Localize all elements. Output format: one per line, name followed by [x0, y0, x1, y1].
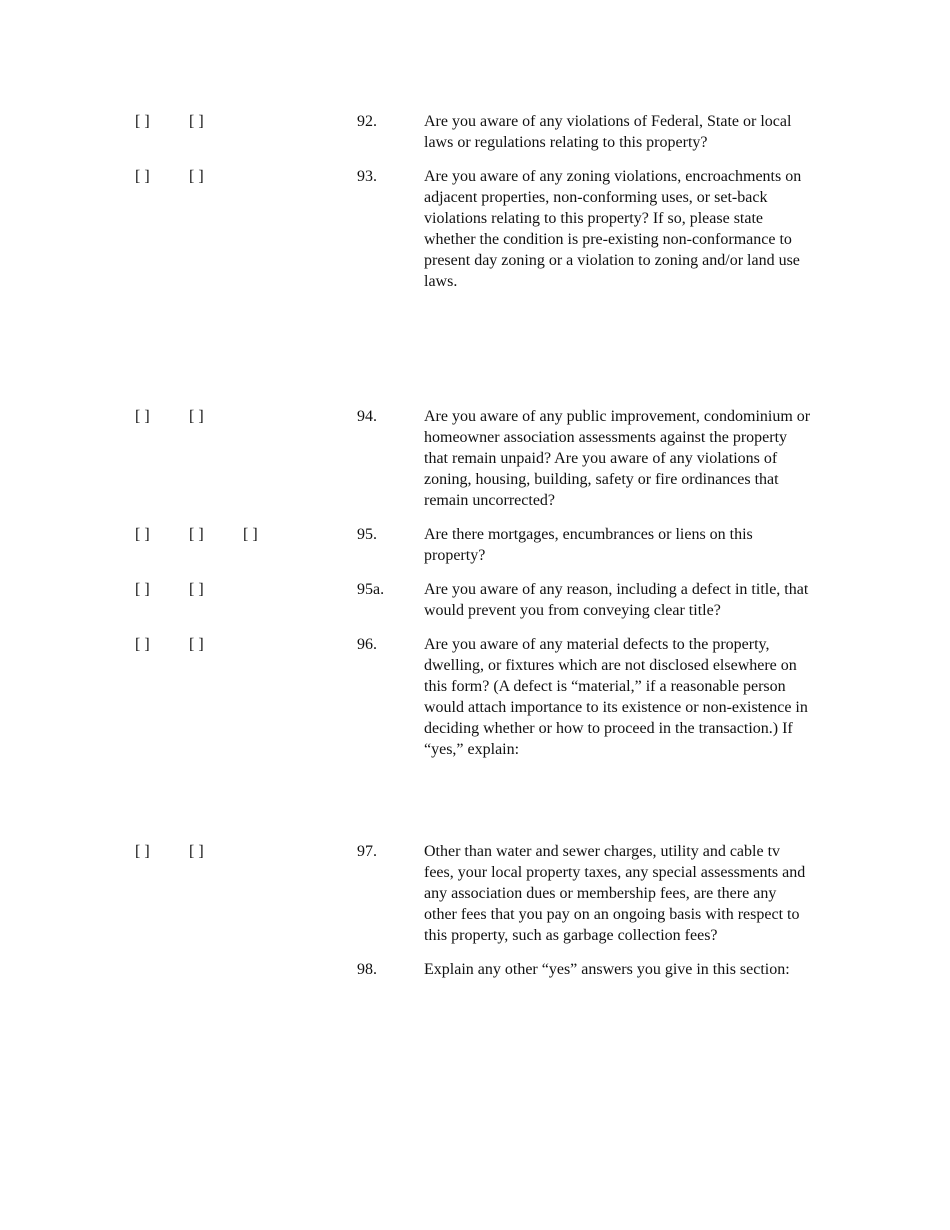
question-line: homeowner association assessments against the property	[424, 429, 788, 446]
question-line: Are you aware of any reason, including a defect in title, that	[424, 581, 809, 598]
question-line: any association dues or membership fees, are there any	[424, 885, 777, 902]
question-line: “yes,” explain:	[424, 741, 520, 758]
no-checkbox[interactable]: [ ]	[189, 843, 204, 860]
question-line: would attach importance to its existence or non-existence in	[424, 699, 808, 716]
question-number: 97.	[357, 843, 377, 860]
question-text	[424, 524, 753, 566]
question-number: 95a.	[357, 581, 385, 598]
question-text	[424, 406, 810, 511]
question-line: dwelling, or fixtures which are not disclosed elsewhere on	[424, 657, 797, 674]
question-text	[424, 579, 808, 621]
question-number: 92.	[357, 113, 377, 130]
yes-checkbox[interactable]: [ ]	[135, 408, 150, 425]
yes-checkbox[interactable]: [ ]	[135, 526, 150, 543]
question-text	[424, 634, 808, 760]
question-text	[424, 841, 805, 946]
question-number: 93.	[357, 168, 377, 185]
question-line: other fees that you pay on an ongoing basis with respect to	[424, 906, 800, 923]
question-text	[424, 166, 801, 292]
question-line: Are you aware of any violations of Federal, State or local	[424, 113, 792, 130]
question-number: 96.	[357, 636, 377, 653]
yes-checkbox[interactable]: [ ]	[135, 168, 150, 185]
question-text	[424, 111, 791, 153]
yes-checkbox[interactable]: [ ]	[135, 843, 150, 860]
question-line: violations relating to this property? If so, please state	[424, 210, 764, 227]
no-checkbox[interactable]: [ ]	[189, 636, 204, 653]
question-line: deciding whether or how to proceed in the transaction.) If	[424, 720, 793, 737]
question-line: present day zoning or a violation to zoning and/or land use	[424, 252, 800, 269]
question-number: 94.	[357, 408, 377, 425]
question-line: property?	[424, 547, 486, 564]
yes-checkbox[interactable]: [ ]	[135, 113, 150, 130]
question-number: 95.	[357, 526, 377, 543]
no-checkbox[interactable]: [ ]	[189, 168, 204, 185]
question-line: this form? (A defect is “material,” if a reasonable person	[424, 678, 786, 695]
question-line: Are you aware of any public improvement, condominium or	[424, 408, 811, 425]
question-line: fees, your local property taxes, any special assessments and	[424, 864, 806, 881]
third-checkbox[interactable]: [ ]	[243, 526, 258, 543]
question-text	[424, 959, 790, 980]
question-line: that remain unpaid? Are you aware of any violations of	[424, 450, 778, 467]
question-line: Other than water and sewer charges, utility and cable tv	[424, 843, 781, 860]
question-line: adjacent properties, non-conforming uses, or set-back	[424, 189, 768, 206]
question-number: 98.	[357, 961, 377, 978]
yes-checkbox[interactable]: [ ]	[135, 581, 150, 598]
question-line: Explain any other “yes” answers you give in this section:	[424, 961, 790, 978]
yes-checkbox[interactable]: [ ]	[135, 636, 150, 653]
no-checkbox[interactable]: [ ]	[189, 113, 204, 130]
question-line: this property, such as garbage collection fees?	[424, 927, 718, 944]
question-line: whether the condition is pre-existing non-conformance to	[424, 231, 792, 248]
no-checkbox[interactable]: [ ]	[189, 408, 204, 425]
question-line: laws.	[424, 273, 458, 290]
question-line: would prevent you from conveying clear title?	[424, 602, 721, 619]
question-line: Are you aware of any zoning violations, encroachments on	[424, 168, 802, 185]
no-checkbox[interactable]: [ ]	[189, 526, 204, 543]
question-line: Are you aware of any material defects to the property,	[424, 636, 770, 653]
question-line: remain uncorrected?	[424, 492, 556, 509]
question-line: laws or regulations relating to this property?	[424, 134, 708, 151]
question-line: zoning, housing, building, safety or fire ordinances that	[424, 471, 779, 488]
question-line: Are there mortgages, encumbrances or liens on this	[424, 526, 753, 543]
no-checkbox[interactable]: [ ]	[189, 581, 204, 598]
